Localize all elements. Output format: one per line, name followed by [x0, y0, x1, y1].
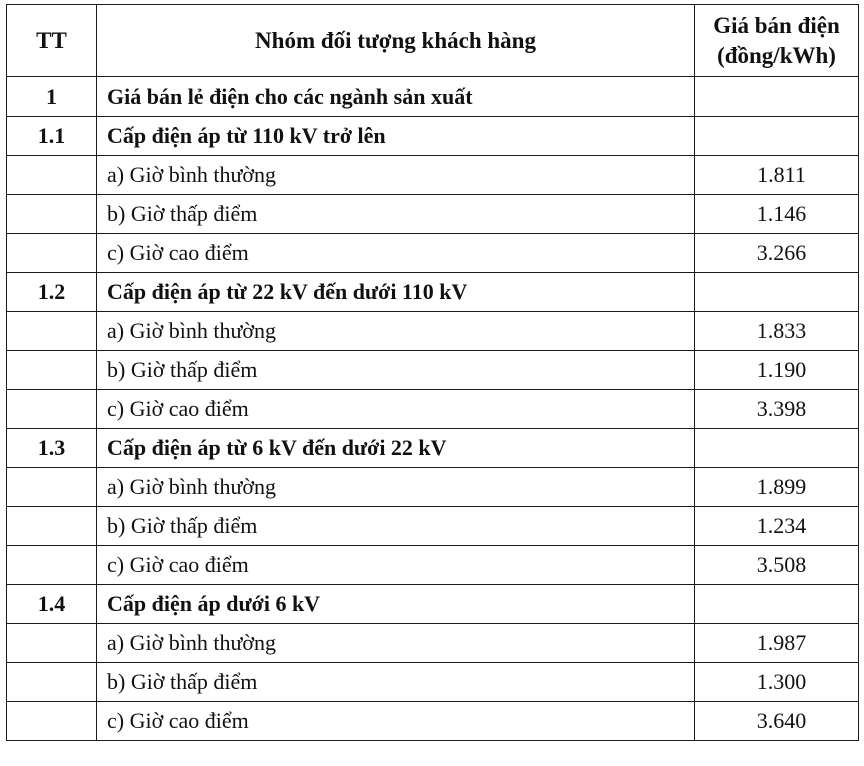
cell-price: 1.899 — [695, 468, 859, 507]
cell-group-title: Cấp điện áp từ 22 kV đến dưới 110 kV — [97, 273, 695, 312]
cell-price: 3.640 — [695, 702, 859, 741]
header-price-line1: Giá bán điện — [713, 12, 840, 38]
table-group-row — [7, 117, 859, 156]
cell-time-period: b) Giờ thấp điểm — [97, 195, 695, 234]
table-group-row — [7, 429, 859, 468]
cell-time-period: a) Giờ bình thường — [97, 312, 695, 351]
cell-group-title: Cấp điện áp từ 110 kV trở lên — [97, 117, 695, 156]
cell-price: 1.234 — [695, 507, 859, 546]
table-row — [7, 546, 859, 585]
cell-price — [695, 429, 859, 468]
cell-price — [695, 117, 859, 156]
cell-tt — [7, 312, 97, 351]
cell-time-period: c) Giờ cao điểm — [97, 702, 695, 741]
cell-time-period: a) Giờ bình thường — [97, 624, 695, 663]
table-row — [7, 351, 859, 390]
cell-tt: 1.3 — [7, 429, 97, 468]
cell-time-period: a) Giờ bình thường — [97, 156, 695, 195]
cell-time-period: b) Giờ thấp điểm — [97, 663, 695, 702]
table-row — [7, 195, 859, 234]
cell-tt — [7, 507, 97, 546]
table-header — [7, 5, 859, 77]
cell-time-period: c) Giờ cao điểm — [97, 390, 695, 429]
cell-tt — [7, 663, 97, 702]
cell-tt: 1 — [7, 77, 97, 117]
cell-time-period: c) Giờ cao điểm — [97, 546, 695, 585]
table-group-row — [7, 585, 859, 624]
table-row — [7, 312, 859, 351]
cell-price: 1.190 — [695, 351, 859, 390]
table-group-row — [7, 77, 859, 117]
cell-tt — [7, 624, 97, 663]
table-row — [7, 234, 859, 273]
cell-tt — [7, 351, 97, 390]
table-row — [7, 624, 859, 663]
cell-group-title: Giá bán lẻ điện cho các ngành sản xuất — [97, 77, 695, 117]
cell-tt: 1.1 — [7, 117, 97, 156]
cell-group-title: Cấp điện áp dưới 6 kV — [97, 585, 695, 624]
cell-price: 3.508 — [695, 546, 859, 585]
cell-price: 1.146 — [695, 195, 859, 234]
table-row — [7, 468, 859, 507]
table-row — [7, 390, 859, 429]
cell-time-period: c) Giờ cao điểm — [97, 234, 695, 273]
table-group-row — [7, 273, 859, 312]
cell-tt: 1.4 — [7, 585, 97, 624]
table-body — [7, 77, 859, 741]
cell-price: 3.398 — [695, 390, 859, 429]
cell-price: 3.266 — [695, 234, 859, 273]
cell-tt — [7, 234, 97, 273]
header-price-line2: (đồng/kWh) — [717, 42, 836, 68]
cell-price — [695, 585, 859, 624]
cell-tt — [7, 468, 97, 507]
header-row — [7, 5, 859, 77]
cell-time-period: b) Giờ thấp điểm — [97, 507, 695, 546]
table-row — [7, 507, 859, 546]
cell-tt — [7, 702, 97, 741]
cell-price: 1.300 — [695, 663, 859, 702]
cell-tt — [7, 156, 97, 195]
cell-price: 1.833 — [695, 312, 859, 351]
cell-price — [695, 273, 859, 312]
header-tt: TT — [7, 5, 97, 77]
cell-tt — [7, 390, 97, 429]
table-row — [7, 156, 859, 195]
header-customer-group: Nhóm đối tượng khách hàng — [97, 5, 695, 77]
electricity-price-table — [6, 4, 859, 741]
cell-price: 1.987 — [695, 624, 859, 663]
cell-tt — [7, 546, 97, 585]
table-row — [7, 663, 859, 702]
header-price — [695, 5, 859, 77]
cell-group-title: Cấp điện áp từ 6 kV đến dưới 22 kV — [97, 429, 695, 468]
table-row — [7, 702, 859, 741]
cell-time-period: a) Giờ bình thường — [97, 468, 695, 507]
cell-tt: 1.2 — [7, 273, 97, 312]
cell-time-period: b) Giờ thấp điểm — [97, 351, 695, 390]
cell-price: 1.811 — [695, 156, 859, 195]
cell-price — [695, 77, 859, 117]
cell-tt — [7, 195, 97, 234]
